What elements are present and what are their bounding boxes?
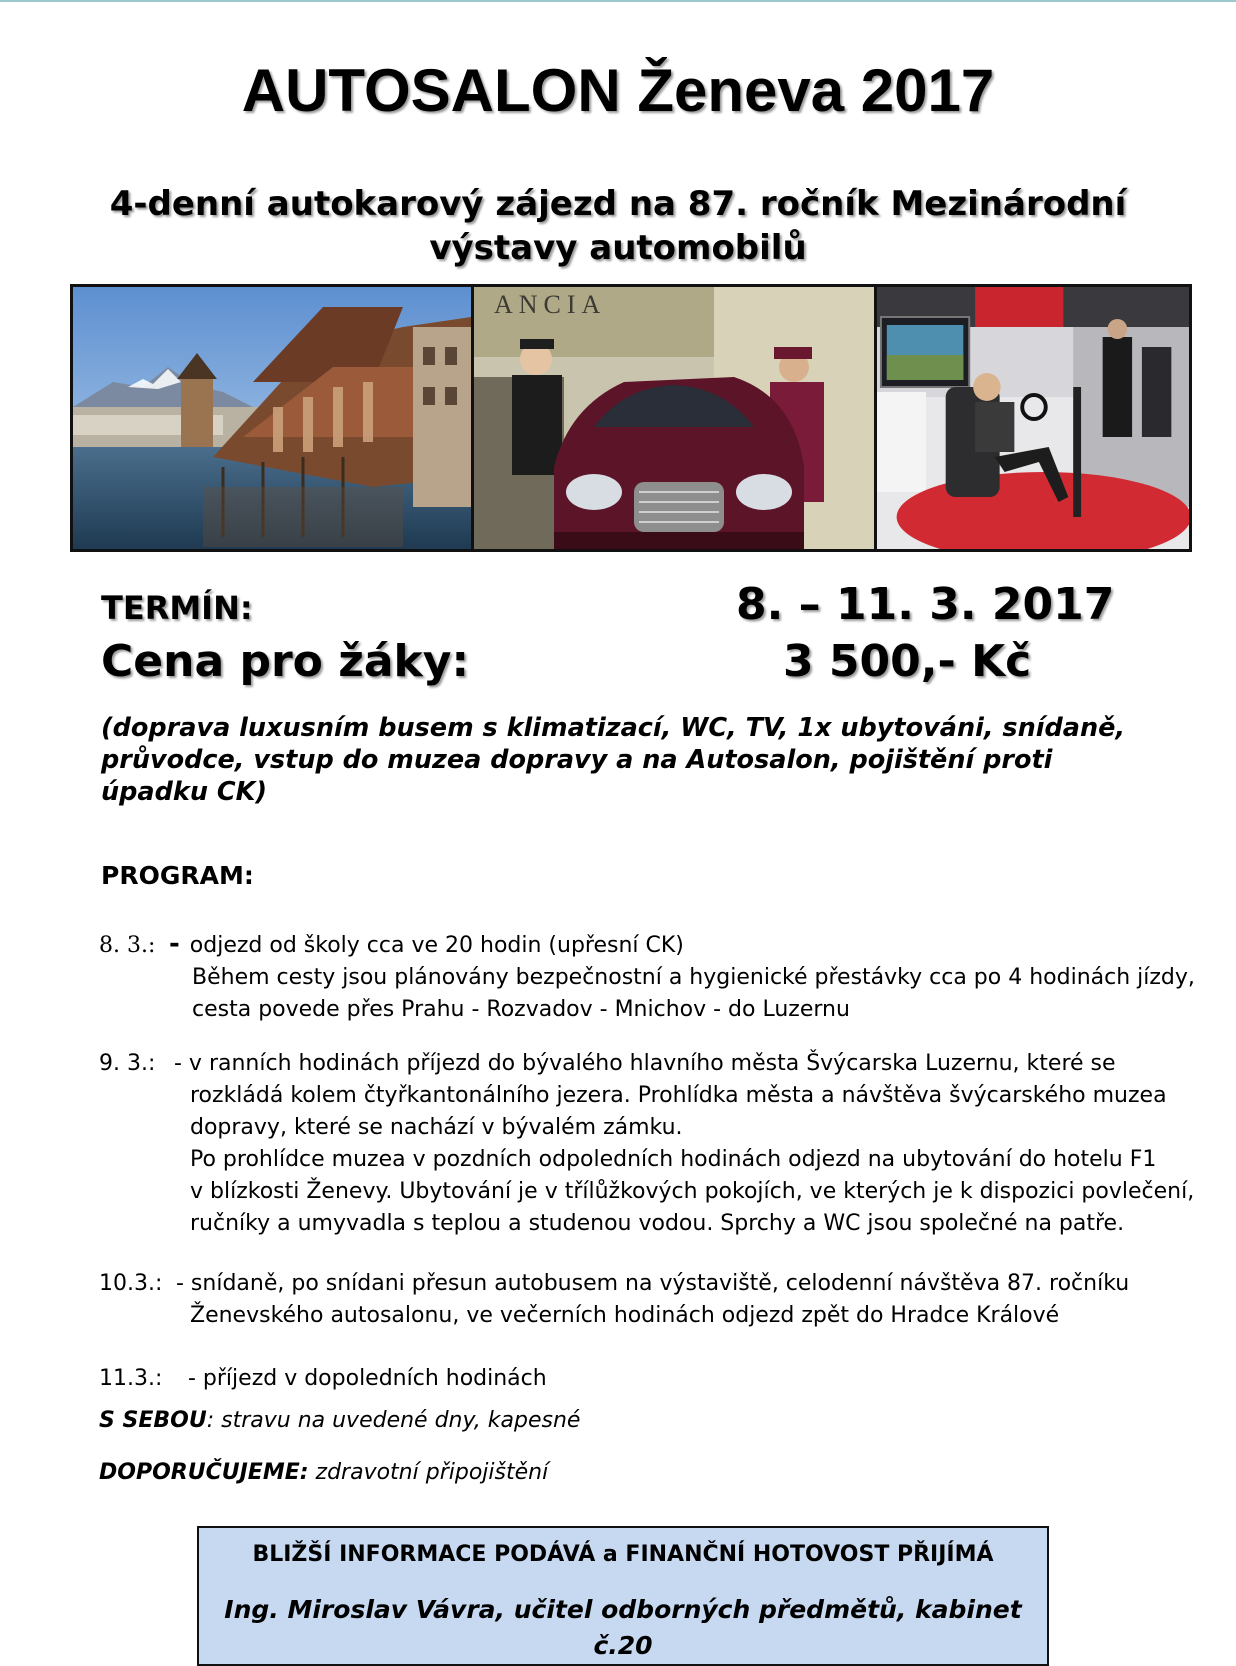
- day-text: - příjezd v dopoledních hodinách: [181, 1366, 547, 1391]
- day-text: dopravy, které se nachází v bývalém zámku.: [190, 1115, 683, 1140]
- day-text: ručníky a umyvadla s teplou a studenou vodou. Sprchy a WC jsou společné na patře.: [190, 1211, 1125, 1236]
- lucerne-bridge-photo: [73, 287, 471, 549]
- includes-line: (doprava luxusním busem s klimatizací, WC, TV, 1x ubytováni, snídaně,: [101, 713, 1126, 743]
- day-date: 9. 3.:: [99, 1051, 156, 1076]
- program-day-2: [99, 1048, 1194, 1240]
- term-label: TERMÍN:: [101, 589, 253, 627]
- day-text: Během cesty jsou plánovány bezpečnostní a hygienické přestávky cca po 4 hodinách jízdy,: [192, 965, 1195, 990]
- racing-simulator-photo: [874, 287, 1189, 549]
- day-text: - snídaně, po snídani přesun autobusem na výstaviště, celodenní návštěva 87. ročníku: [176, 1271, 1130, 1296]
- day-text: rozkládá kolem čtyřkantonálního jezera. Prohlídka města a návštěva švýcarského muzea: [190, 1083, 1167, 1108]
- day-text: cesta povede přes Prahu - Rozvadov - Mnichov - do Luzernu: [192, 997, 850, 1022]
- recommendation-label: DOPORUČUJEME:: [99, 1460, 309, 1485]
- day-date: 10.3.:: [99, 1271, 163, 1296]
- subtitle-line-1: 4-denní autokarový zájezd na 87. ročník Mezinárodní: [109, 184, 1127, 224]
- price-includes: [101, 712, 1181, 808]
- term-dates: 8. – 11. 3. 2017: [736, 579, 1115, 630]
- day-text: - v ranních hodinách příjezd do bývalého hlavního města Švýcarska Luzernu, které se: [174, 1051, 1116, 1076]
- day-text: odjezd od školy cca ve 20 hodin (upřesní CK): [189, 933, 684, 958]
- page-title: AUTOSALON Ženeva 2017: [241, 57, 995, 124]
- program-heading: PROGRAM:: [101, 861, 254, 890]
- bring-along-label: S SEBOU: [99, 1408, 207, 1433]
- price-label: Cena pro žáky:: [101, 636, 470, 687]
- day-text: v blízkosti Ženevy. Ubytování je v třílůžkových pokojích, ve kterých je k dispozici povlečení,: [190, 1179, 1195, 1204]
- page-subtitle: [60, 182, 1176, 270]
- day-text: Ženevského autosalonu, ve večerních hodinách odjezd zpět do Hradce Králové: [190, 1303, 1060, 1328]
- program-day-3: [99, 1268, 1129, 1332]
- contact-person: Ing. Miroslav Vávra, učitel odborných předmětů, kabinet č.20: [224, 1595, 1022, 1660]
- photo-strip: [70, 284, 1192, 552]
- day-text: Po prohlídce muzea v pozdních odpoledních hodinách odjezd na ubytování do hotelu F1: [190, 1147, 1157, 1172]
- recommendation-text: zdravotní připojištění: [308, 1460, 549, 1485]
- subtitle-line-2: výstavy automobilů: [429, 228, 807, 268]
- includes-line: průvodce, vstup do muzea dopravy a na Autosalon, pojištění proti: [101, 745, 1053, 775]
- program-day-1: [99, 928, 1195, 1026]
- top-rule: [0, 0, 1236, 2]
- program-day-4: [99, 1363, 547, 1395]
- day-dash: -: [169, 929, 180, 959]
- day-date: 11.3.:: [99, 1366, 163, 1391]
- bring-along-note: [99, 1406, 580, 1436]
- contact-heading: BLIŽŠÍ INFORMACE PODÁVÁ a FINANČNÍ HOTOVOST PŘIJÍMÁ: [252, 1542, 994, 1567]
- car-exhibition-photo: [471, 287, 874, 549]
- exhibition-sign-text: ANCIA: [494, 290, 607, 319]
- price-value: 3 500,- Kč: [783, 636, 1032, 687]
- includes-line: úpadku CK): [101, 777, 267, 807]
- bring-along-text: : stravu na uvedené dny, kapesné: [206, 1408, 581, 1433]
- recommendation-note: [99, 1458, 548, 1488]
- day-date: 8. 3.:: [99, 933, 156, 958]
- contact-info-box: [197, 1526, 1049, 1666]
